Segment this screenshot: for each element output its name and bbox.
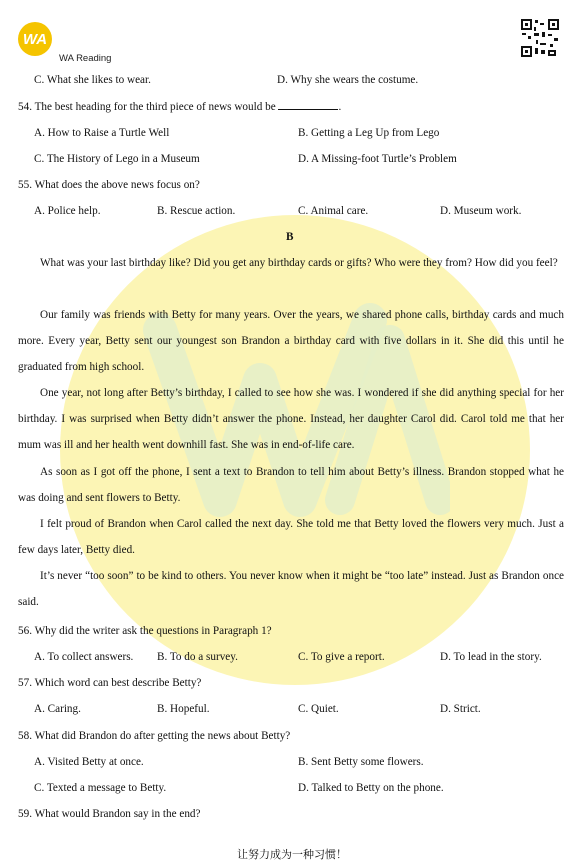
passage-paragraph-3	[18, 380, 564, 458]
q56-option-c: C. To give a report.	[298, 651, 385, 663]
logo-text: WA	[22, 30, 48, 48]
paragraph-text: One year, not long after Betty’s birthday, I called to see how she was. I wondered if she did anything special for her birthday. I was surprised when Betty didn’t answer the phone. Instead, her daughter Carol did. Carol told me that her mum was ill and her health went downhill fast. She was in end-of-life care.	[18, 387, 564, 451]
paragraph-text: What was your last birthday like? Did you get any birthday cards or gifts? Who were they from? How did you feel?	[40, 257, 558, 269]
page-footer-slogan: 让努力成为一种习惯！	[237, 848, 347, 861]
q54-stem-end: .	[338, 101, 342, 113]
qr-code-icon	[520, 18, 560, 58]
brand-name: WA Reading	[59, 53, 112, 64]
q59-stem: 59. What would Brandon say in the end?	[18, 808, 201, 820]
q56-stem: 56. Why did the writer ask the questions in Paragraph 1?	[18, 625, 272, 637]
q55-option-d: D. Museum work.	[440, 205, 522, 217]
q57-option-d: D. Strict.	[440, 703, 481, 715]
answer-blank	[278, 99, 338, 110]
q54-stem-text: 54. The best heading for the third piece of news would be	[18, 101, 276, 113]
q53-option-c: C. What she likes to wear.	[34, 74, 151, 86]
paragraph-text: It’s never “too soon” to be kind to others. You never know when it might be “too late” instead. Just as Brandon once said.	[18, 570, 564, 608]
q55-stem: 55. What does the above news focus on?	[18, 179, 200, 191]
q54-option-b: B. Getting a Leg Up from Lego	[298, 127, 440, 139]
passage-paragraph-1	[18, 250, 564, 276]
q58-stem: 58. What did Brandon do after getting the news about Betty?	[18, 730, 291, 742]
paragraph-text: I felt proud of Brandon when Carol called the next day. She told me that Betty loved the flowers very much. Just a few days later, Betty died.	[18, 518, 564, 556]
q56-option-a: A. To collect answers.	[34, 651, 134, 663]
q58-option-d: D. Talked to Betty on the phone.	[298, 782, 444, 794]
paragraph-text: Our family was friends with Betty for many years. Over the years, we shared phone calls, birthday cards and much more. Every year, Betty sent our youngest son Brandon a birthday card with five dollars in it. She did this until he graduated from high school.	[18, 309, 564, 373]
section-heading: B	[286, 231, 294, 243]
q55-option-a: A. Police help.	[34, 205, 101, 217]
q55-option-b: B. Rescue action.	[157, 205, 236, 217]
q55-option-c: C. Animal care.	[298, 205, 369, 217]
q56-option-d: D. To lead in the story.	[440, 651, 542, 663]
passage-paragraph-5	[18, 511, 564, 563]
q54-option-d: D. A Missing-foot Turtle’s Problem	[298, 153, 457, 165]
page-header	[0, 0, 584, 70]
paragraph-text: As soon as I got off the phone, I sent a text to Brandon to tell him about Betty’s illness. Brandon stopped what he was doing and sent flowers to Betty.	[18, 466, 564, 504]
q58-option-a: A. Visited Betty at once.	[34, 756, 144, 768]
q54-option-c: C. The History of Lego in a Museum	[34, 153, 200, 165]
q54-stem	[18, 99, 341, 114]
q53-option-d: D. Why she wears the costume.	[277, 74, 419, 86]
q57-stem: 57. Which word can best describe Betty?	[18, 677, 202, 689]
q54-option-a: A. How to Raise a Turtle Well	[34, 127, 170, 139]
q57-option-c: C. Quiet.	[298, 703, 339, 715]
q57-option-a: A. Caring.	[34, 703, 81, 715]
passage-paragraph-6	[18, 563, 564, 615]
wa-logo	[18, 22, 52, 56]
q57-option-b: B. Hopeful.	[157, 703, 210, 715]
q56-option-b: B. To do a survey.	[157, 651, 238, 663]
q58-option-c: C. Texted a message to Betty.	[34, 782, 167, 794]
passage-paragraph-2	[18, 302, 564, 380]
passage-paragraph-4	[18, 459, 564, 511]
q58-option-b: B. Sent Betty some flowers.	[298, 756, 424, 768]
